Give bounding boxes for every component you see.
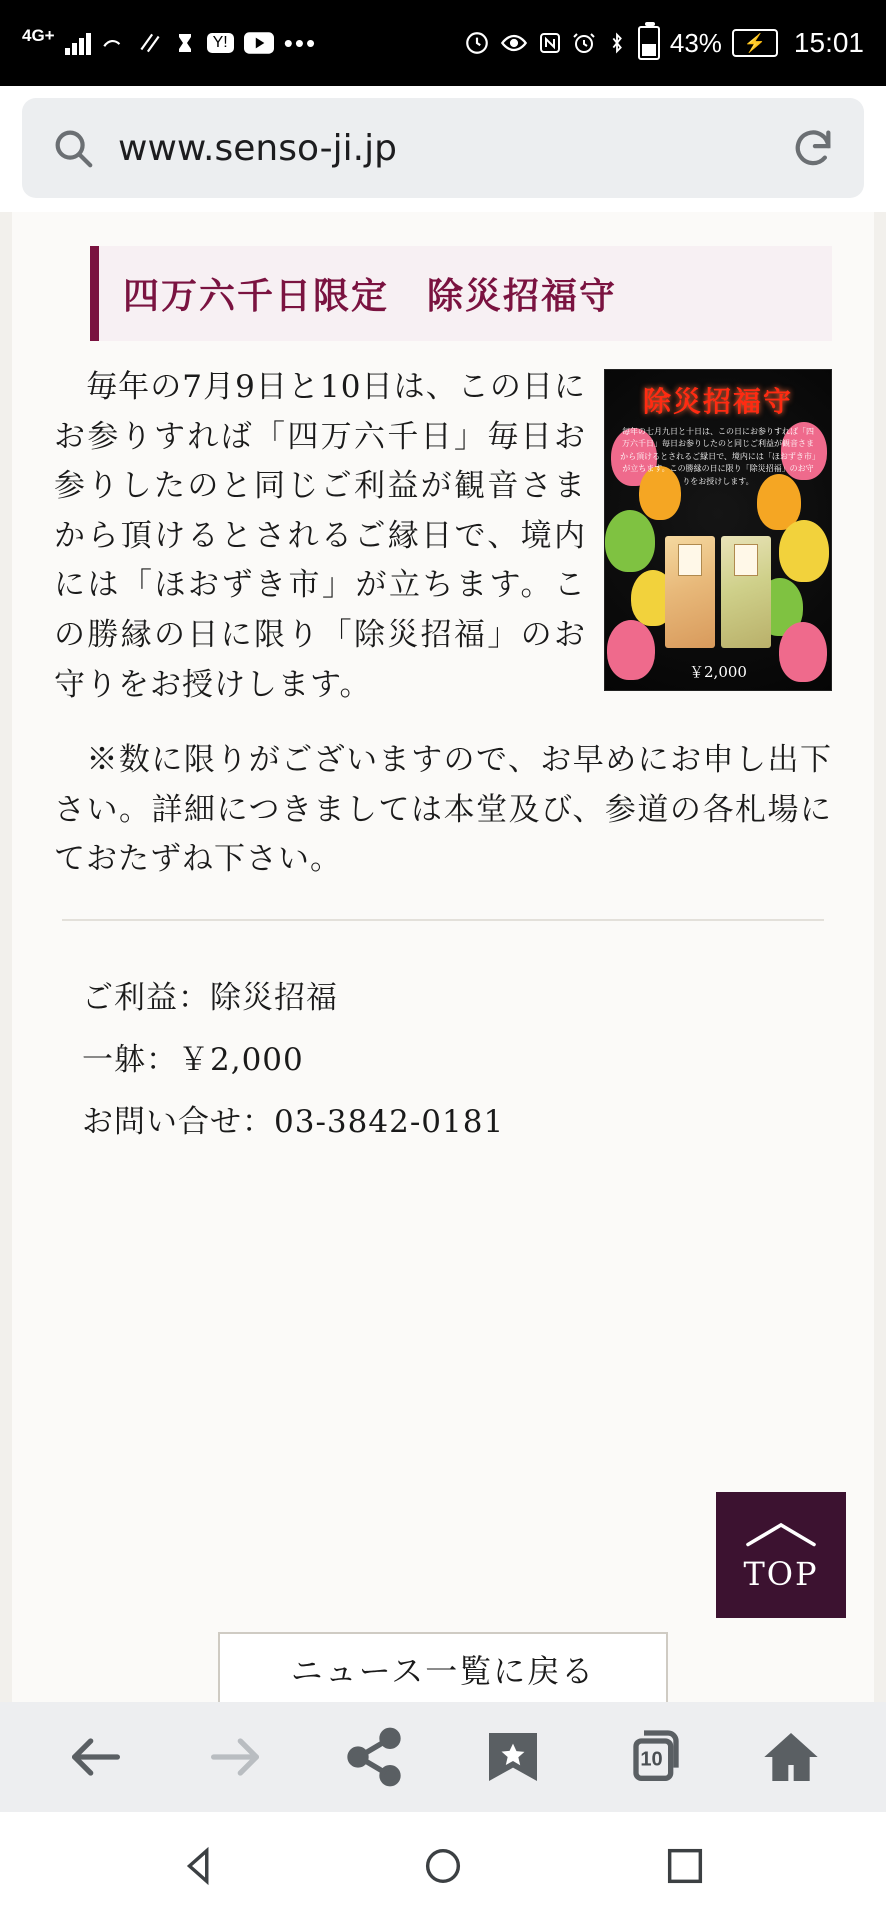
status-bar-right bbox=[464, 26, 864, 60]
yahoo-icon: Y! bbox=[207, 33, 234, 53]
bookmark-star-icon[interactable] bbox=[481, 1725, 545, 1789]
android-home-icon[interactable] bbox=[420, 1843, 466, 1889]
tabs-icon[interactable] bbox=[620, 1725, 684, 1789]
share-icon[interactable] bbox=[342, 1725, 406, 1789]
omamori-charm bbox=[721, 536, 771, 648]
more-dots-icon: ••• bbox=[283, 27, 318, 58]
web-page-viewport[interactable] bbox=[0, 212, 886, 1702]
tabs-count-label: 10 bbox=[640, 1748, 663, 1771]
amulet-image-price: ￥2,000 bbox=[689, 663, 747, 681]
charging-icon: ⚡ bbox=[732, 29, 778, 57]
alarm-icon bbox=[572, 31, 596, 55]
reload-icon[interactable] bbox=[790, 125, 836, 171]
hourglass-icon bbox=[173, 31, 197, 55]
status-bar-left bbox=[22, 25, 464, 59]
android-recents-icon[interactable] bbox=[662, 1843, 708, 1889]
amulet-details bbox=[54, 967, 832, 1153]
url-input[interactable]: www.senso-ji.jp bbox=[118, 127, 397, 169]
omamori-charm bbox=[665, 536, 715, 648]
signal-strength-icon bbox=[65, 31, 91, 55]
scroll-to-top-label: TOP bbox=[743, 1555, 819, 1593]
detail-contact: お問い合せ：03-3842-0181 bbox=[82, 1103, 505, 1140]
back-icon[interactable] bbox=[64, 1725, 128, 1789]
music-icon bbox=[101, 30, 127, 56]
amulet-image bbox=[605, 370, 831, 690]
forward-icon[interactable] bbox=[203, 1725, 267, 1789]
battery-icon bbox=[638, 26, 660, 60]
screen-record-icon bbox=[464, 30, 490, 56]
status-bar bbox=[0, 0, 886, 86]
article-paragraph: 毎年の7月9日と10日は、この日にお参りすれば「四万六千日」毎日お参りしたのと同じご利益が観音さまから頂けるとされるご縁日で、境内には「ほおずき市」が立ちます。この勝縁の日に限り「除災招福」のお守りをお授けします。 bbox=[54, 369, 586, 703]
amulet-figure bbox=[604, 369, 832, 691]
android-navigation-bar bbox=[0, 1812, 886, 1920]
article-paragraph: ※数に限りがございますので、お早めにお申し出下さい。詳細につきましては本堂及び、参道の各札場にておたずね下さい。 bbox=[54, 742, 832, 878]
home-icon[interactable] bbox=[759, 1725, 823, 1789]
amulet-image-description: 毎年の七月九日と十日は、この日にお参りすれば「四万六千日」毎日お参りしたのと同じご利益が観音さまから頂けるとされるご縁日で、境内には「ほおずき市」が立ちます。この勝縁の日に限り「除災招福」のお守りをお授けします。 bbox=[620, 427, 816, 486]
status-clock: 15:01 bbox=[793, 27, 864, 58]
article-title: 四万六千日限定 除災招福守 bbox=[90, 246, 832, 341]
detail-benefit: ご利益：除災招福 bbox=[82, 979, 338, 1016]
battery-percent: 43% bbox=[669, 27, 722, 58]
back-to-news-list-button[interactable]: ニュース一覧に戻る bbox=[218, 1632, 668, 1702]
network-type-label: 4G+ bbox=[22, 25, 55, 45]
detail-price: 一躰：￥2,000 bbox=[82, 1041, 304, 1078]
omamori-illustration bbox=[665, 536, 771, 648]
youtube-icon bbox=[244, 32, 274, 54]
nfc-icon bbox=[538, 31, 562, 55]
search-icon[interactable] bbox=[50, 125, 96, 171]
scroll-to-top-button[interactable] bbox=[716, 1492, 846, 1618]
lantern-decoration bbox=[605, 510, 655, 572]
nfc-pay-icon bbox=[137, 30, 163, 56]
browser-toolbar bbox=[0, 1702, 886, 1812]
article-container bbox=[12, 212, 874, 1702]
eye-icon bbox=[500, 29, 528, 57]
android-back-icon[interactable] bbox=[178, 1843, 224, 1889]
bluetooth-icon bbox=[606, 31, 628, 55]
chevron-up-icon bbox=[745, 1517, 817, 1551]
section-divider bbox=[62, 919, 824, 921]
address-bar[interactable] bbox=[22, 98, 864, 198]
amulet-image-title: 除災招福守 bbox=[642, 385, 793, 418]
address-bar-container bbox=[0, 86, 886, 212]
lantern-decoration bbox=[779, 520, 829, 582]
